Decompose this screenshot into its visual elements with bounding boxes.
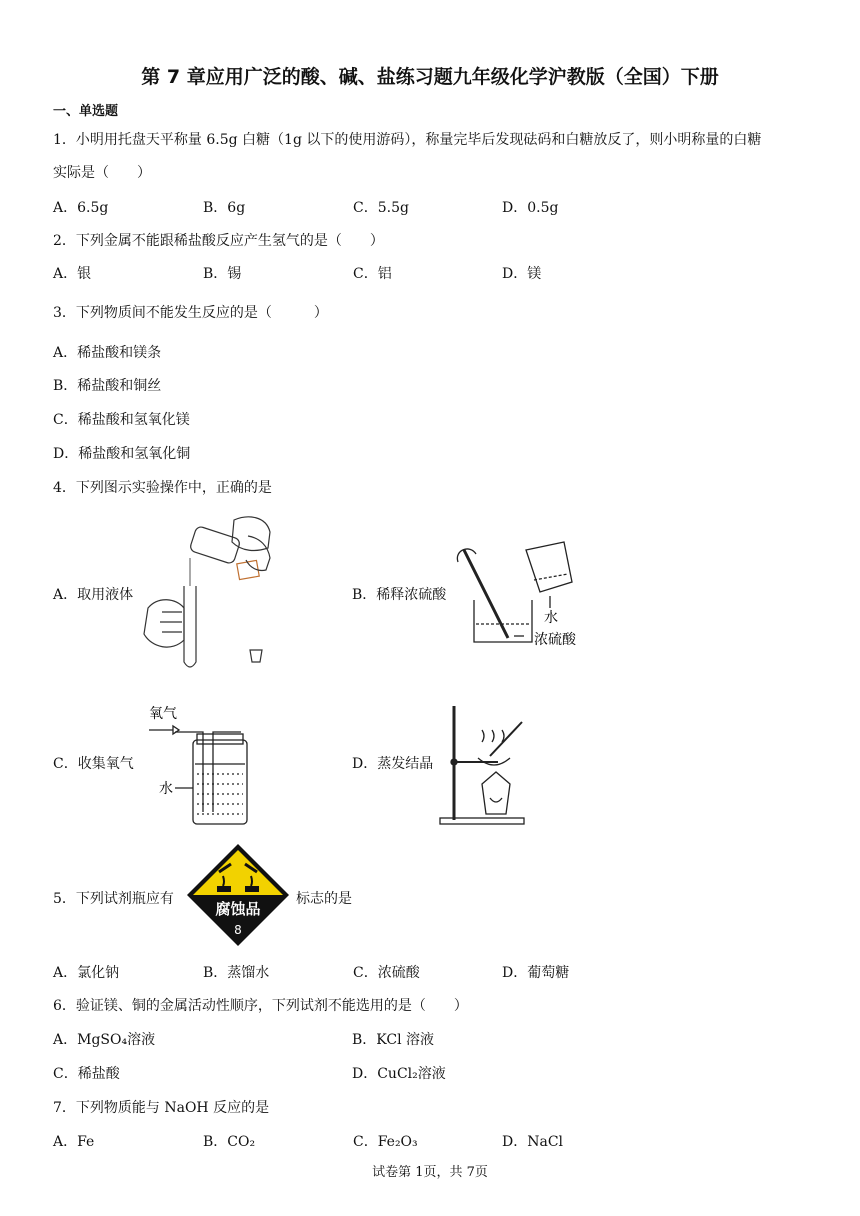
q5-option-c[interactable]: C．浓硫酸	[353, 965, 420, 981]
q7-option-d[interactable]: D．NaCl	[502, 1134, 564, 1150]
q2-stem: 2．下列金属不能跟稀盐酸反应产生氢气的是（ ）	[53, 233, 384, 249]
q1-option-a[interactable]: A．6.5g	[53, 200, 109, 216]
q4-option-b[interactable]: B．稀释浓硫酸	[352, 587, 447, 603]
gas-arrow-icon	[149, 726, 179, 734]
q4-option-a[interactable]: A．取用液体	[53, 587, 134, 603]
q3-option-d[interactable]: D．稀盐酸和氢氧化铜	[53, 446, 191, 462]
q1-option-d[interactable]: D．0.5g	[502, 200, 559, 216]
q3-option-a[interactable]: A．稀盐酸和镁条	[53, 345, 162, 361]
q6-option-d[interactable]: D．CuCl₂溶液	[352, 1066, 446, 1082]
corrosive-sign	[185, 842, 291, 948]
q3-option-c[interactable]: C．稀盐酸和氢氧化镁	[53, 412, 190, 428]
label-acid: 浓硫酸	[534, 632, 576, 648]
pouring-beaker-icon	[526, 542, 572, 592]
q7-option-a[interactable]: A．Fe	[53, 1134, 95, 1150]
label-water: 水	[159, 781, 173, 797]
q7-option-b[interactable]: B．CO₂	[203, 1134, 256, 1150]
alcohol-lamp-icon	[482, 772, 510, 814]
q1-option-c[interactable]: C．5.5g	[353, 200, 409, 216]
sign-text: 腐蚀品	[215, 900, 261, 918]
sign-number: 8	[234, 923, 242, 937]
figure-evaporation	[436, 702, 536, 828]
q5-option-b[interactable]: B．蒸馏水	[203, 965, 270, 981]
q5-option-a[interactable]: A．氯化钠	[53, 965, 120, 981]
q2-option-c[interactable]: C．铝	[353, 266, 392, 282]
gas-bottle-icon	[193, 740, 247, 824]
glass-rod-icon	[464, 550, 508, 638]
label-oxygen: 氧气	[149, 706, 177, 722]
q2-option-b[interactable]: B．锡	[203, 266, 242, 282]
q6-option-c[interactable]: C．稀盐酸	[53, 1066, 120, 1082]
bottle-stopper-icon	[250, 650, 262, 662]
q6-option-b[interactable]: B．KCl 溶液	[352, 1032, 435, 1048]
section-heading: 一、单选题	[53, 104, 119, 119]
page-footer: 试卷第 1页，共 7页	[372, 1165, 488, 1180]
figure-collecting-oxygen	[145, 702, 255, 826]
q3-stem: 3．下列物质间不能发生反应的是（ ）	[53, 305, 328, 321]
q3-option-b[interactable]: B．稀盐酸和铜丝	[53, 378, 162, 394]
q6-option-a[interactable]: A．MgSO₄溶液	[53, 1032, 156, 1048]
q2-option-a[interactable]: A．银	[53, 266, 92, 282]
q4-option-c[interactable]: C．收集氧气	[53, 756, 134, 772]
q4-stem: 4．下列图示实验操作中，正确的是	[53, 480, 272, 496]
q1-stem-line2: 实际是（ ）	[53, 165, 151, 181]
q4-option-d[interactable]: D．蒸发结晶	[352, 756, 434, 772]
holding-hand-icon	[144, 600, 184, 647]
q2-option-d[interactable]: D．镁	[502, 266, 542, 282]
figure-diluting-acid	[450, 540, 590, 652]
test-tube-icon	[184, 586, 196, 667]
q6-stem: 6．验证镁、铜的金属活动性顺序，下列试剂不能选用的是（ ）	[53, 998, 468, 1014]
label-water: 水	[544, 610, 558, 626]
figure-pouring-liquid	[138, 512, 278, 672]
q1-option-b[interactable]: B．6g	[203, 200, 246, 216]
page-title: 第 7 章应用广泛的酸、碱、盐练习题九年级化学沪教版（全国）下册	[141, 66, 719, 88]
bottle-stopper-icon	[197, 734, 243, 744]
q5-stem-after: 标志的是	[296, 891, 352, 907]
q1-stem-line1: 1．小明用托盘天平称量 6.5g 白糖（1g 以下的使用游码），称量完毕后发现砝码和白糖放反了，则小明称量的白糖	[53, 132, 762, 148]
q7-stem: 7．下列物质能与 NaOH 反应的是	[53, 1100, 270, 1116]
q5-stem-before: 5．下列试剂瓶应有	[53, 891, 174, 907]
steam-icon	[482, 730, 504, 742]
q5-option-d[interactable]: D．葡萄糖	[502, 965, 570, 981]
q7-option-c[interactable]: C．Fe₂O₃	[353, 1134, 418, 1150]
glass-rod-icon	[490, 722, 522, 756]
